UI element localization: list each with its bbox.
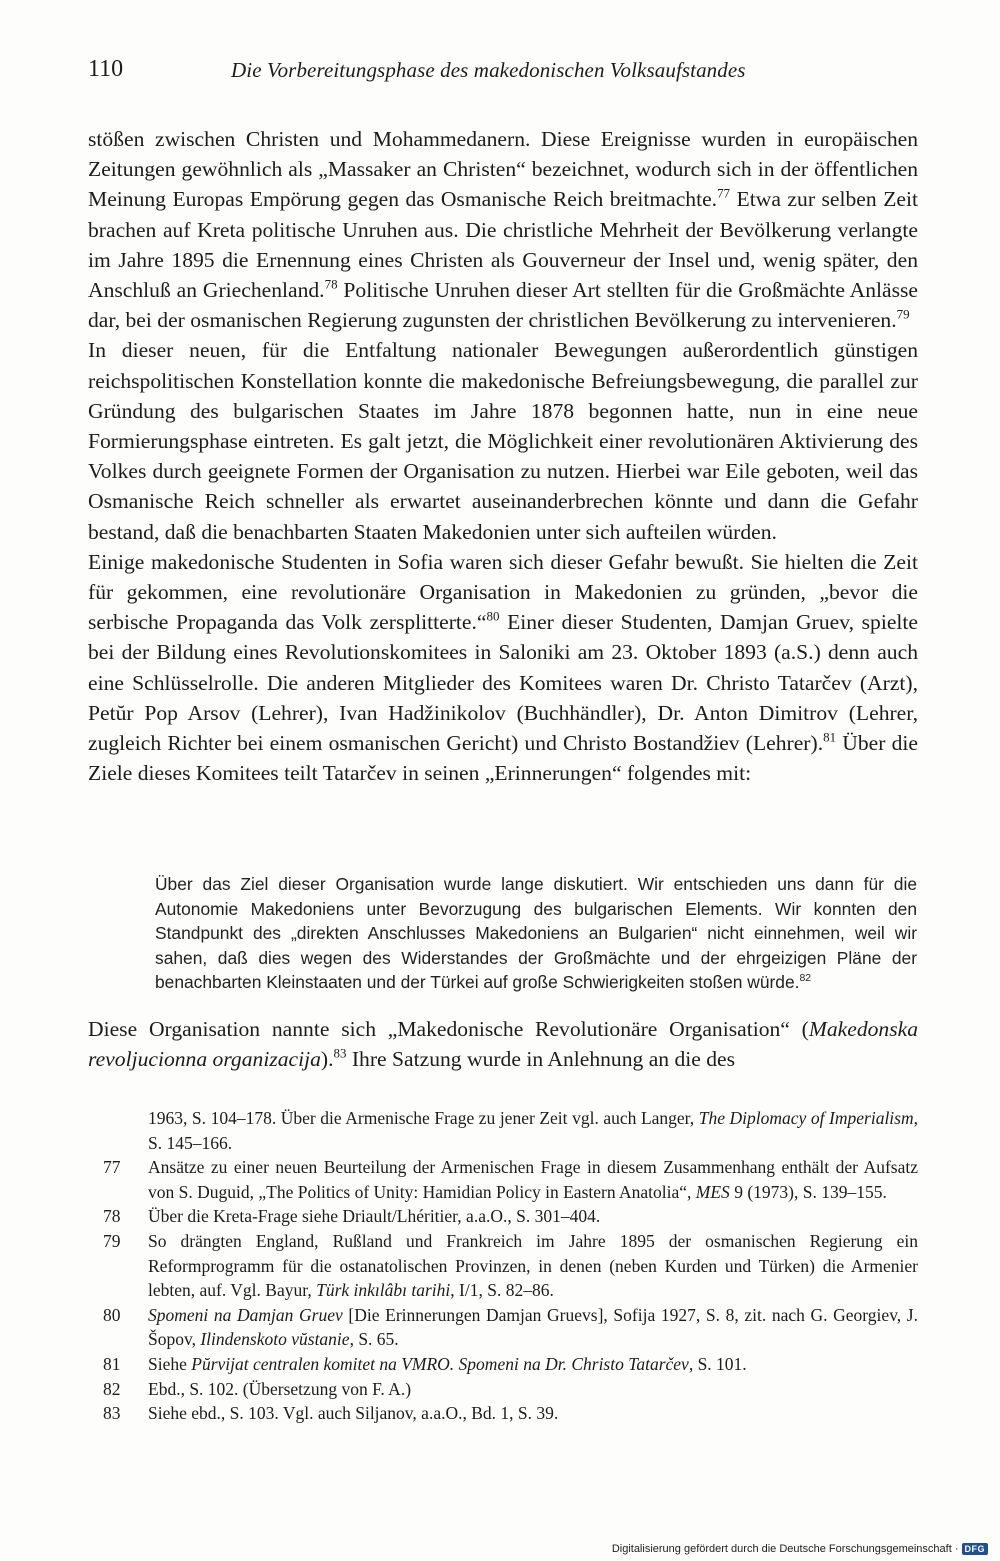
italic-title: Makedonska revoljucionna organizacija [88, 1017, 918, 1072]
paragraph: In dieser neuen, für die Entfaltung nationaler Bewegungen außerordentlich günstigen reichspolitischen Konstellation konnte die makedonische Befreiungsbewegung, die parallel zur Gründung des bulgarischen Staates im Jahre 1878 begonnen hatte, nun in eine neue Formierungsphase eintreten. Es galt jetzt, die Möglichkeit einer revolutionären Aktivierung des Volkes durch geeignete Formen der Organisation zu nutzen. Hierbei war Eile geboten, weil das Osmanische Reich schneller als erwartet auseinanderbrechen könnte und dann die Gefahr bestand, daß die benachbarten Staaten Makedonien unter sich aufteilen würden. [88, 338, 918, 544]
main-text [88, 124, 918, 788]
footnote-ref[interactable]: 79 [896, 306, 910, 322]
italic-title: Türk inkılâbı tarihi [316, 1280, 451, 1301]
footnote-ref[interactable]: 78 [324, 276, 338, 292]
italic-title: MES [695, 1181, 730, 1202]
text-run: Ansätze zu einer neuen Beurteilung der Armenischen Frage in diesem Zusammenhang enthält der Aufsatz von S. Duguid, „The Politics of Unity: Hamidian Policy in Eastern Anatolia“, [148, 1157, 918, 1202]
italic-title: Pŭrvijat centralen komitet na VMRO. Spomeni na Dr. Christo Tatarčev [191, 1353, 689, 1374]
footnote-78 [103, 1204, 918, 1229]
text-run: So drängten England, Rußland und Frankreich im Jahre 1895 der osmanischen Regierung ein Reformprogramm für die ostanatolischen Provinzen, in denen (neben Kurden und Türken) die Armenier lebten, auf. Vgl. Bayur, [148, 1230, 918, 1301]
footnote-ref[interactable]: 77 [717, 185, 731, 201]
footnote-77 [103, 1155, 918, 1204]
dfg-logo-icon[interactable]: DFG [962, 1543, 989, 1555]
paragraph [88, 124, 918, 335]
text-run: Siehe [148, 1353, 192, 1374]
text-run: Einige makedonische Studenten in Sofia waren sich dieser Gefahr bewußt. Sie hielten die Zeit für gekommen, eine revolutionäre Organisation in Makedonien zu gründen, „bevor die serbische Propaganda das Volk zersplitterte.“ [88, 549, 918, 635]
paragraph [88, 547, 918, 789]
main-text-continued [88, 1014, 918, 1074]
paragraph [88, 1014, 918, 1074]
text-run: Politische Unruhen dieser Art stellten für die Großmächte Anlässe dar, bei der osmanischen Regierung zugunsten der christlichen Bevölkerung zu intervenieren. [88, 278, 919, 333]
footnote-ref[interactable]: 80 [486, 608, 500, 624]
footnotes [103, 1106, 918, 1426]
text-run: , S. 101. [688, 1353, 747, 1374]
text-run: stößen zwischen Christen und Mohammedanern. Diese Ereignisse wurden in europäischen Zeitungen gewöhnlich als „Massaker an Christen“ bezeichnet, wodurch sich in der öffentlichen Meinung Europas Empörung gegen das Osmanische Reich breitmachte. [88, 127, 918, 212]
footnote-continuation [103, 1106, 918, 1155]
footnote-text: Über die Kreta-Frage siehe Driault/Lhéritier, a.a.O., S. 301–404. [148, 1206, 601, 1227]
text-run: ). [320, 1047, 334, 1072]
text-run: Ihre Satzung wurde in Anlehnung an die des [346, 1047, 736, 1072]
footnote-79 [103, 1229, 918, 1303]
running-title: Die Vorbereitungsphase des makedonischen Volksaufstandes [231, 58, 746, 82]
italic-title: Spomeni na Damjan Gruev [148, 1304, 343, 1325]
footnote-ref[interactable]: 82 [799, 973, 812, 985]
text-run: Über die Ziele dieses Komitees teilt Tatarčev in seinen „Erinnerungen“ folgendes mit: [88, 731, 918, 786]
footnote-text: Ebd., S. 102. (Übersetzung von F. A.) [148, 1378, 412, 1399]
text-run: , S. 65. [349, 1329, 399, 1350]
footnote-80 [103, 1303, 918, 1352]
footnote-number: 77 [103, 1157, 121, 1178]
running-header [88, 56, 918, 86]
page-number: 110 [88, 56, 124, 82]
text-run: Diese Organisation nannte sich „Makedonische Revolutionäre Organisation“ ( [88, 1017, 809, 1041]
footnote-number: 79 [103, 1230, 121, 1251]
footnote-number: 80 [103, 1304, 121, 1325]
footnote-number: 78 [103, 1206, 121, 1227]
text-run: Einer dieser Studenten, Damjan Gruev, spielte bei der Bildung eines Revolutionskomitees in Saloniki am 23. Oktober 1893 (a.S.) denn auch eine Schlüsselrolle. Die anderen Mitglieder des Komitees waren Dr. Christo Tatarčev (Arzt), Petŭr Pop Arsov (Lehrer), Ivan Hadžinikolov (Buchhändler), Dr. Anton Dimitrov (Lehrer, zugleich Richter bei einem osmanischen Gericht) und Christo Bostandžiev (Lehrer). [88, 610, 918, 756]
footnote-number: 81 [103, 1353, 121, 1374]
credit-text: Digitalisierung gefördert durch die Deutsche Forschungsgemeinschaft · [611, 1543, 959, 1555]
quote-text [155, 872, 917, 995]
text-run: [Die Erinnerungen Damjan Gruevs], Sofija 1927, S. 8, zit. nach G. Georgiev, J. Šopov, [148, 1304, 918, 1350]
text-run: , S. 145–166. [148, 1108, 918, 1153]
footnote-81 [103, 1352, 918, 1377]
text-run: 1963, S. 104–178. Über die Armenische Frage zu jener Zeit vgl. auch Langer, [148, 1108, 699, 1128]
text-run: 9 (1973), S. 139–155. [729, 1181, 887, 1202]
footnote-ref[interactable]: 81 [823, 729, 837, 745]
digitization-credit [612, 1543, 988, 1555]
footnote-ref[interactable]: 83 [333, 1045, 347, 1061]
footnote-83 [103, 1401, 918, 1426]
text-run: Etwa zur selben Zeit brachen auf Kreta politische Unruhen aus. Die christliche Mehrheit der Bevölkerung verlangte im Jahre 1895 die Ernennung eines Christen als Gouverneur der Insel und, wenig später, den Anschluß an Griechenland. [88, 187, 918, 303]
italic-title: Ilindenskoto vŭstanie [200, 1329, 350, 1350]
italic-title: The Diplomacy of Imperialism [698, 1108, 914, 1128]
footnote-number: 82 [103, 1378, 121, 1399]
text-run: Über das Ziel dieser Organisation wurde lange diskutiert. Wir entschieden uns dann für die Autonomie Makedoniens unter Bevorzugung des bulgarischen Elements. Wir konnten den Standpunkt des „direkten Anschlusses Makedoniens an Bulgarien“ nicht einnehmen, weil wir sahen, daß dies wegen des Widerstandes der Großmächte und der ehrgeizigen Pläne der benachbarten Kleinstaaten und der Türkei auf große Schwierigkeiten stoßen würde. [155, 874, 917, 993]
footnote-82 [103, 1377, 918, 1402]
text-run: , I/1, S. 82–86. [450, 1280, 554, 1301]
footnote-number: 83 [103, 1403, 121, 1424]
footnote-text: Siehe ebd., S. 103. Vgl. auch Siljanov, a.a.O., Bd. 1, S. 39. [148, 1403, 559, 1424]
block-quote [155, 872, 917, 995]
